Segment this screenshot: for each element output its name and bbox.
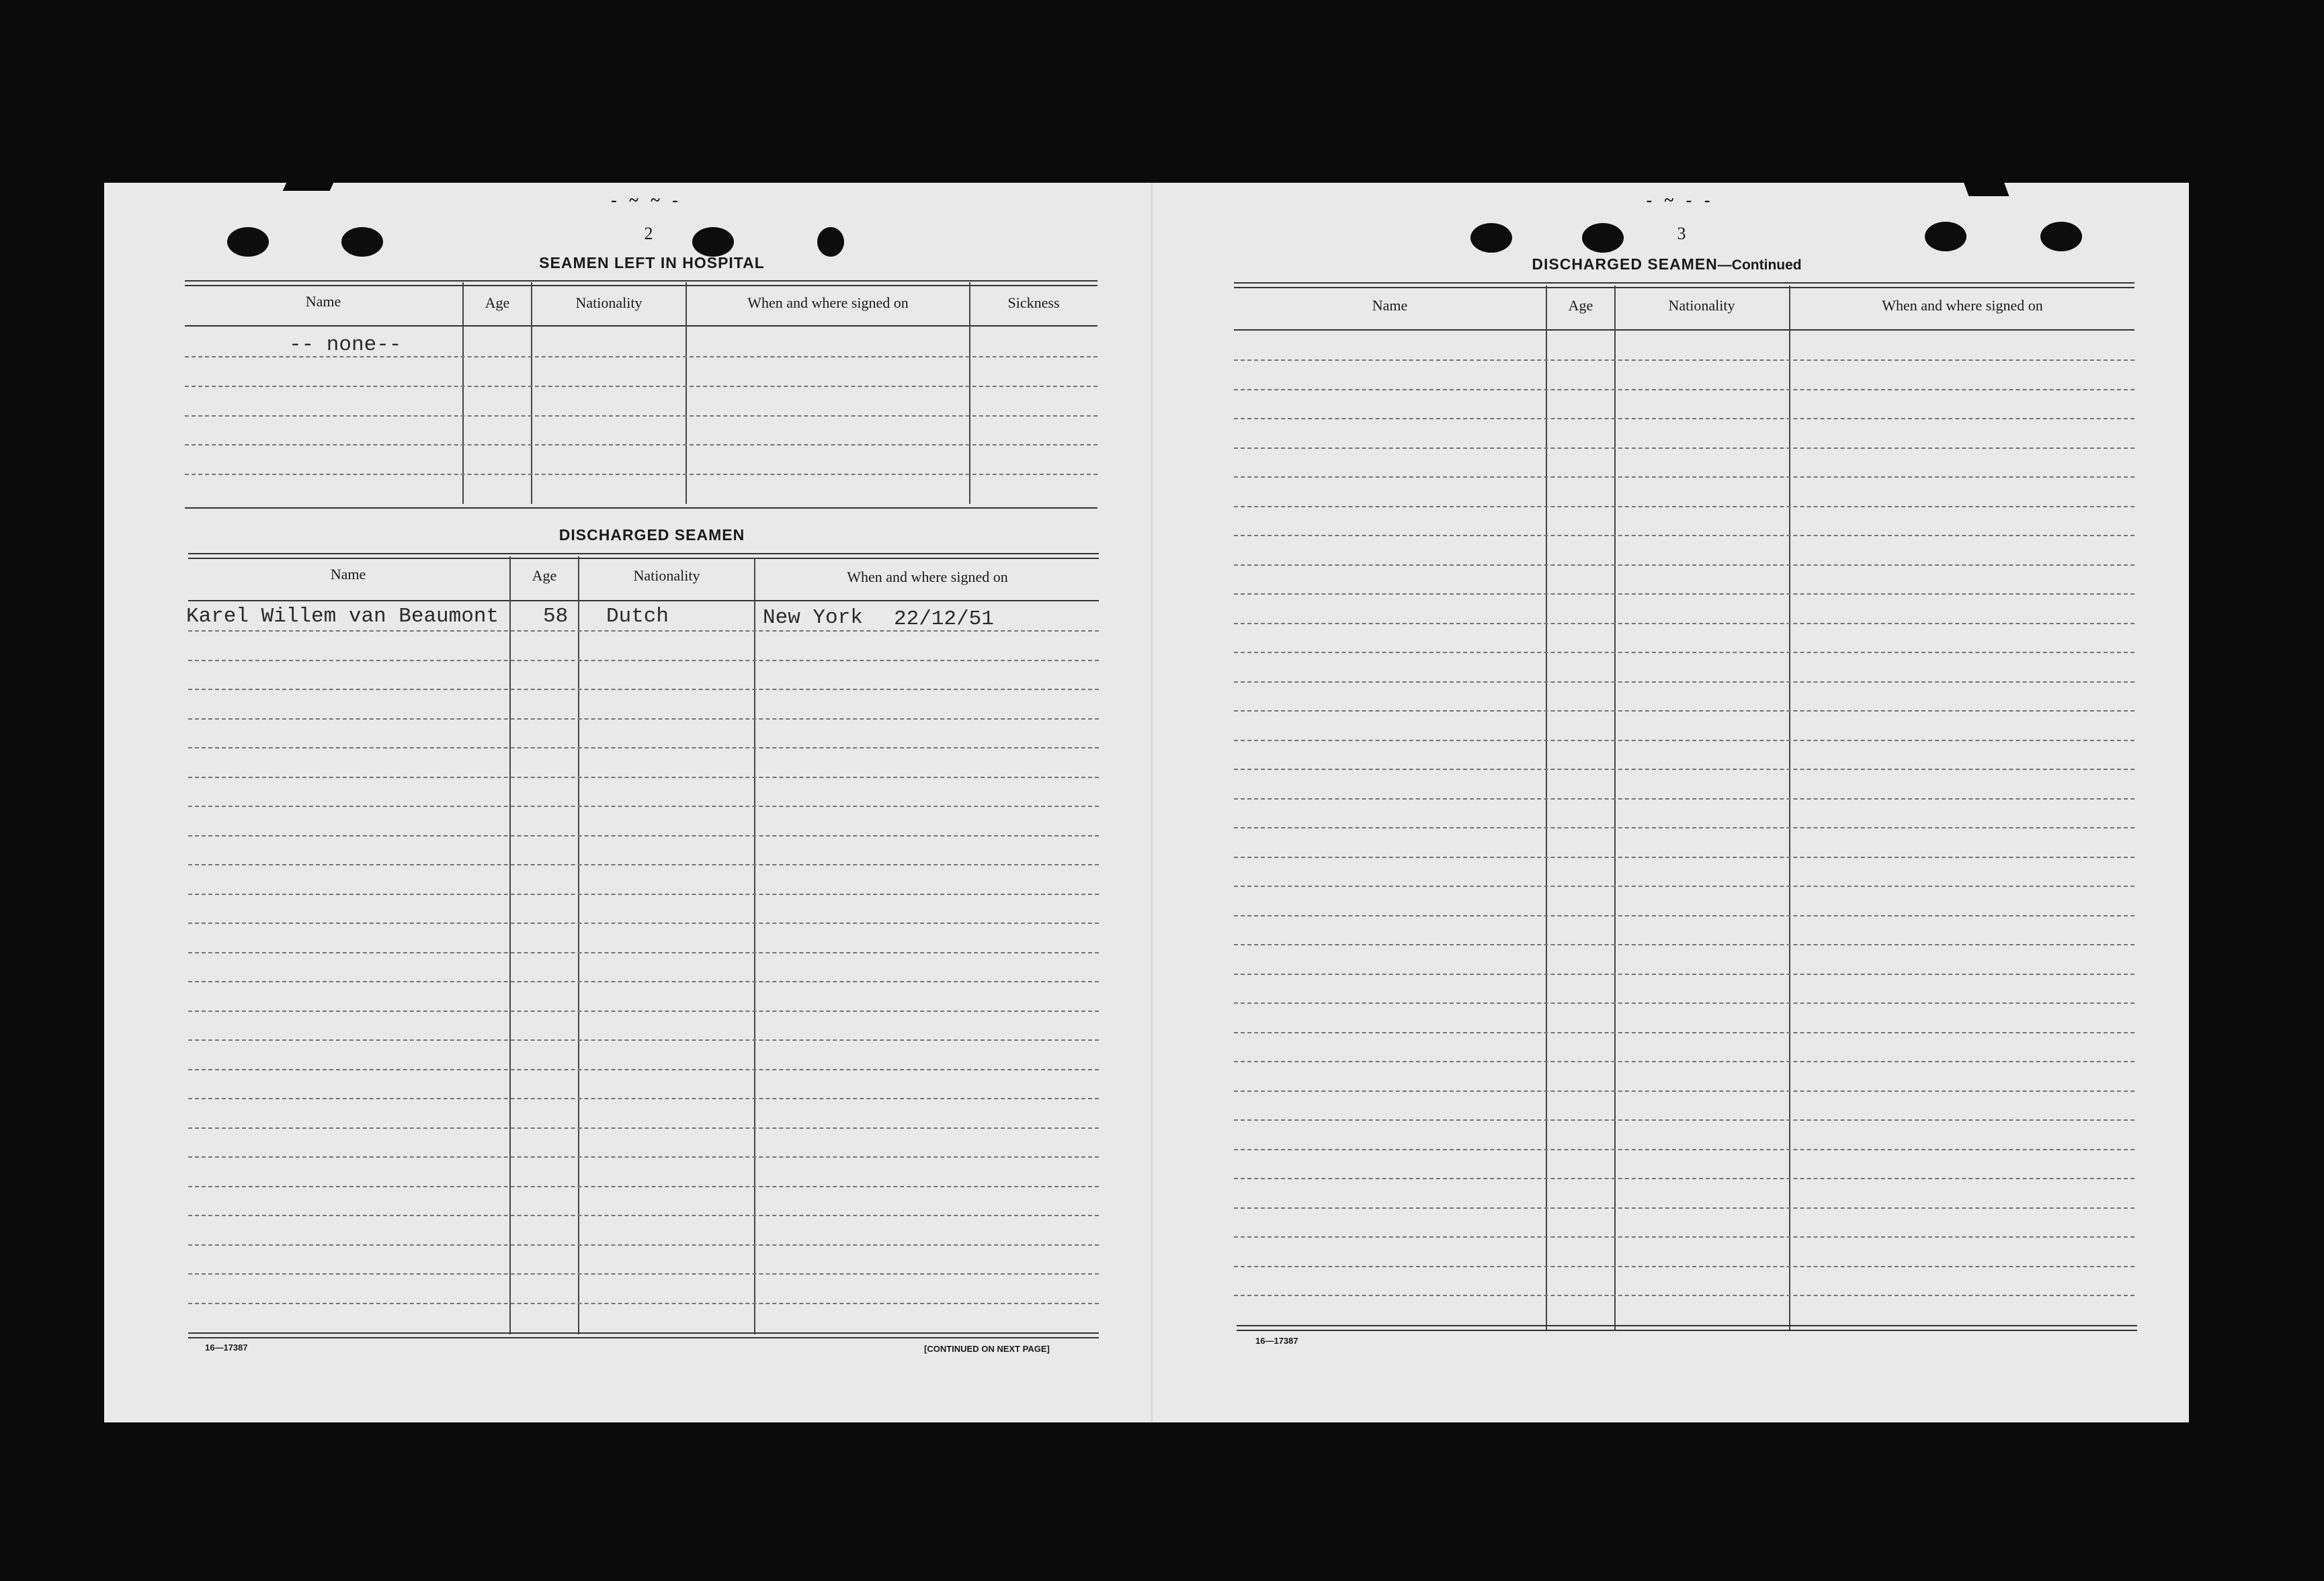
ruled-line [1234, 1266, 2134, 1267]
form-number: 16—17387 [205, 1342, 248, 1353]
punch-hole [341, 227, 383, 257]
discharged-column-divider [578, 556, 579, 1334]
ruled-line [188, 1215, 1099, 1216]
ruled-line [1234, 1061, 2134, 1062]
ruled-line [1234, 593, 2134, 595]
ruled-line [1234, 857, 2134, 858]
seaman-signed-on-place: New York [763, 606, 863, 630]
continued-bottom-rule [1237, 1325, 2137, 1331]
hospital-column-divider [531, 282, 532, 504]
ruled-line [1234, 769, 2134, 770]
discharged-continued-suffix: —Continued [1717, 257, 1802, 273]
ruled-line [1234, 418, 2134, 419]
hospital-ruled-line [185, 415, 1097, 417]
continued-column-divider [1546, 286, 1547, 1330]
hospital-column-divider [686, 282, 687, 504]
hospital-top-rule [185, 280, 1097, 286]
ruled-line [1234, 476, 2134, 478]
hospital-header-rule [185, 325, 1097, 327]
ruled-line [188, 747, 1099, 749]
discharged-header-nationality: Nationality [633, 567, 700, 584]
continued-column-divider [1789, 286, 1790, 1330]
ruled-line [1234, 1295, 2134, 1296]
ruled-line [188, 923, 1099, 924]
ruled-line [1234, 710, 2134, 712]
discharged-continued-title [1438, 255, 1895, 273]
punch-hole [1470, 223, 1512, 253]
ruled-line [188, 1039, 1099, 1041]
ruled-line [1234, 886, 2134, 887]
punch-hole [817, 227, 844, 257]
ruled-line [1234, 827, 2134, 828]
page-number: 3 [1677, 224, 1686, 243]
ruled-line [188, 1186, 1099, 1187]
ruled-line [1234, 1119, 2134, 1121]
ruled-line [188, 1011, 1099, 1012]
discharged-column-divider [509, 556, 511, 1334]
hospital-column-divider [969, 282, 970, 504]
top-marks: - ~ - - [1646, 190, 1714, 210]
discharged-header-rule [188, 600, 1099, 601]
ruled-line [1234, 681, 2134, 683]
discharged-top-rule [188, 553, 1099, 559]
discharged-header-age: Age [532, 567, 557, 584]
page-number: 2 [644, 224, 653, 243]
ruled-line [1234, 535, 2134, 536]
ruled-line [188, 835, 1099, 837]
hospital-header-nationality: Nationality [575, 294, 642, 311]
ruled-line [1234, 506, 2134, 507]
continued-header-rule [1234, 329, 2134, 331]
ruled-line [188, 1273, 1099, 1275]
ruled-line [1234, 359, 2134, 361]
seaman-age: 58 [543, 605, 569, 628]
ruled-line [188, 1303, 1099, 1304]
ruled-line [1234, 1002, 2134, 1004]
punch-hole [1925, 222, 1966, 251]
discharged-section-title: DISCHARGED SEAMEN [558, 526, 745, 544]
discharged-header-name: Name [330, 566, 366, 583]
ruled-line [1234, 1207, 2134, 1209]
punch-hole [692, 227, 734, 257]
ruled-line [1234, 389, 2134, 390]
ruled-line [1234, 652, 2134, 653]
seaman-name: Karel Willem van Beaumont [186, 605, 499, 628]
hospital-ruled-line [185, 474, 1097, 475]
ruled-line [1234, 1236, 2134, 1238]
hospital-header-signed-on: When and where signed on [747, 294, 909, 311]
discharged-column-divider [754, 558, 755, 1334]
discharged-bottom-rule [188, 1332, 1099, 1338]
hospital-ruled-line [185, 444, 1097, 445]
seaman-nationality: Dutch [606, 605, 669, 628]
page-fold [1151, 183, 1153, 1422]
ruled-line [1234, 1178, 2134, 1179]
hospital-bottom-rule [185, 507, 1097, 509]
hospital-entry-none: -- none-- [289, 333, 402, 357]
ruled-line [1234, 564, 2134, 566]
discharged-continued-title-main: DISCHARGED SEAMEN [1532, 255, 1718, 273]
continued-header-age: Age [1568, 297, 1593, 314]
ruled-line [1234, 915, 2134, 916]
ruled-line [188, 630, 1099, 632]
top-marks: - ~ ~ - [611, 190, 682, 210]
ruled-line [188, 894, 1099, 895]
continued-header-name: Name [1372, 297, 1408, 314]
hospital-header-sickness: Sickness [1007, 294, 1060, 311]
ruled-line [1234, 974, 2134, 975]
punch-hole [2040, 222, 2082, 251]
ruled-line [188, 1156, 1099, 1158]
continued-header-nationality: Nationality [1668, 297, 1735, 314]
ruled-line [1234, 1149, 2134, 1150]
continued-note: [CONTINUED ON NEXT PAGE] [924, 1344, 1050, 1354]
ruled-line [1234, 447, 2134, 449]
ruled-line [188, 864, 1099, 865]
punch-hole [1582, 223, 1624, 253]
hospital-column-divider [462, 282, 464, 504]
form-number: 16—17387 [1255, 1336, 1298, 1346]
ruled-line [188, 689, 1099, 690]
hospital-header-age: Age [485, 294, 510, 311]
seaman-signed-on-date: 22/12/51 [894, 607, 994, 631]
hospital-ruled-line [185, 386, 1097, 387]
ruled-line [1234, 740, 2134, 741]
discharged-header-signed-on: When and where signed on [847, 568, 1008, 585]
ruled-line [188, 777, 1099, 778]
ruled-line [1234, 623, 2134, 624]
ruled-line [188, 1244, 1099, 1246]
ruled-line [1234, 1032, 2134, 1033]
ruled-line [188, 981, 1099, 982]
hospital-ruled-line [185, 356, 1097, 357]
ruled-line [188, 1127, 1099, 1129]
ruled-line [1234, 944, 2134, 945]
hospital-section-title: SEAMEN LEFT IN HOSPITAL [539, 254, 765, 271]
ruled-line [188, 952, 1099, 953]
ruled-line [188, 1069, 1099, 1070]
ruled-line [188, 718, 1099, 720]
ruled-line [188, 660, 1099, 661]
continued-header-signed-on: When and where signed on [1882, 297, 2043, 314]
punch-hole [227, 227, 269, 257]
hospital-header-name: Name [305, 293, 341, 310]
ruled-line [188, 1098, 1099, 1099]
continued-top-rule [1234, 282, 2134, 288]
ruled-line [188, 806, 1099, 807]
ruled-line [1234, 1091, 2134, 1092]
continued-column-divider [1614, 286, 1616, 1330]
ruled-line [1234, 798, 2134, 800]
